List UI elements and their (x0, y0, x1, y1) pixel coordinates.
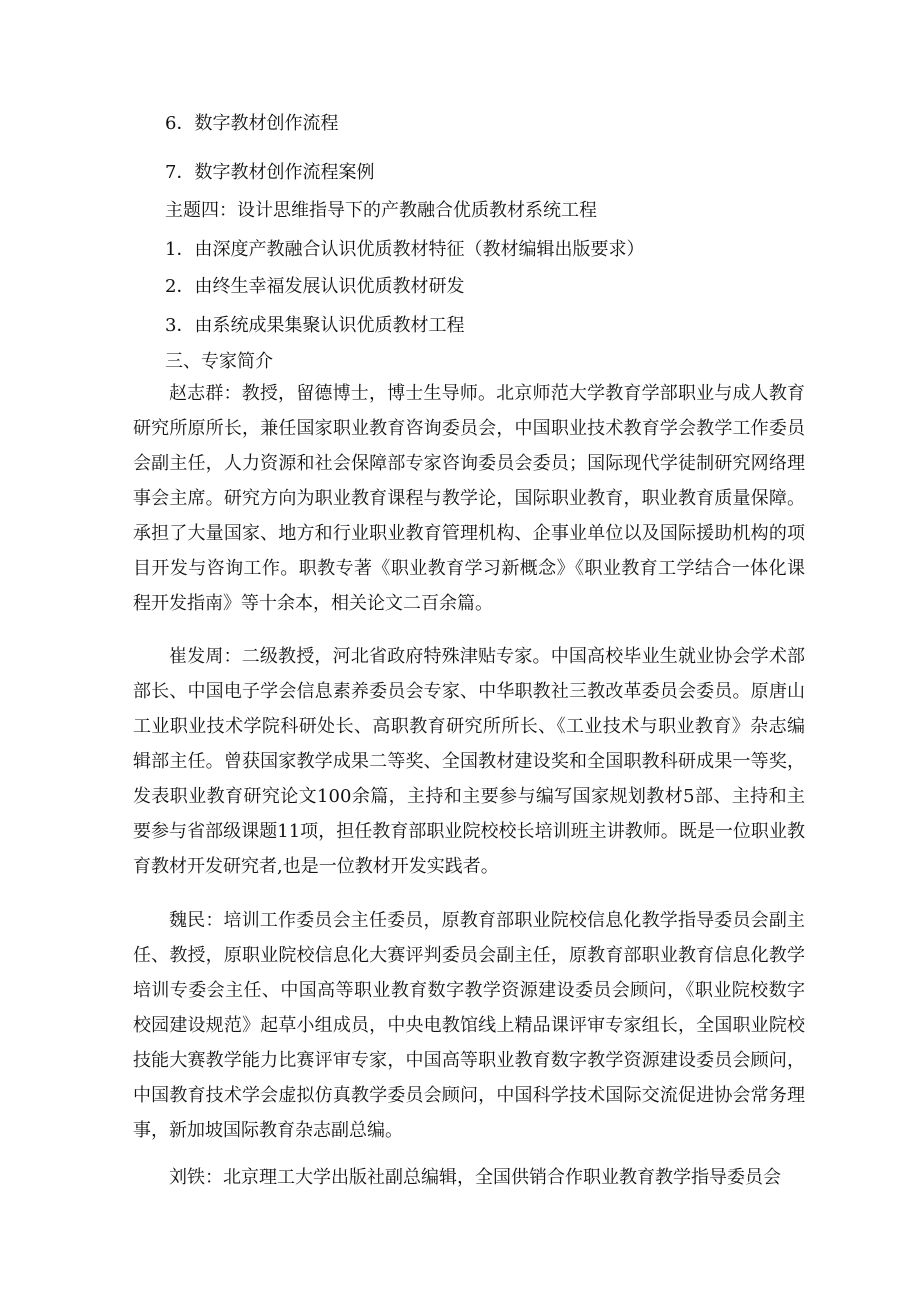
expert-cui: 崔发周：二级教授，河北省政府特殊津贴专家。中国高校毕业生就业协会学术部部长、中国电子学会信息素养委员会专家、中华职教社三教改革委员会委员。原唐山工业职业技术学院科研处长、高职教育研究所所长、《工业技术与职业教育》杂志编辑部主任。曾获国家教学成果二等奖、全国教材建设奖和全国职教科研成果一等奖，发表职业教育研究论文100余篇，主持和主要参与编写国家规划教材5部、主持和主要参与省部级课题11项，担任教育部职业院校校长培训班主讲教师。既是一位职业教育教材开发研究者,也是一位教材开发实践者。 (133, 646, 805, 877)
list-item-3: 3．由系统成果集聚认识优质教材工程 (165, 315, 465, 336)
list-item-6: 6．数字教材创作流程 (165, 113, 339, 134)
expert-zhao: 赵志群：教授，留德博士，博士生导师。北京师范大学教育学部职业与成人教育研究所原所长，兼任国家职业教育咨询委员会，中国职业技术教育学会教学工作委员会副主任，人力资源和社会保障部专家咨询委员会委员；国际现代学徒制研究网络理事会主席。研究方向为职业教育课程与教学论，国际职业教育，职业教育质量保障。承担了大量国家、地方和行业职业教育管理机构、企事业单位以及国际援助机构的项目开发与咨询工作。职教专著《职业教育学习新概念》《职业教育工学结合一体化课程开发指南》等十余本，相关论文二百余篇。 (133, 383, 805, 614)
list-item-2: 2．由终生幸福发展认识优质教材研发 (165, 276, 465, 297)
expert-wei: 魏民：培训工作委员会主任委员，原教育部职业院校信息化教学指导委员会副主任、教授，原职业院校信息化大赛评判委员会副主任，原教育部职业教育信息化教学培训专委会主任、中国高等职业教育数字教学资源建设委员会顾问，《职业院校数字校园建设规范》起草小组成员，中央电教馆线上精品课评审专家组长，全国职业院校技能大赛教学能力比赛评审专家，中国高等职业教育数字教学资源建设委员会顾问，中国教育技术学会虚拟仿真教学委员会顾问，中国科学技术国际交流促进协会常务理事，新加坡国际教育杂志副总编。 (133, 910, 805, 1141)
list-item-7: 7．数字教材创作流程案例 (165, 162, 375, 183)
expert-liu: 刘铁：北京理工大学出版社副总编辑，全国供销合作职业教育教学指导委员会 (169, 1167, 781, 1188)
list-item-1: 1．由深度产教融合认识优质教材特征（教材编辑出版要求） (165, 239, 645, 260)
section-title: 三、专家简介 (165, 351, 273, 372)
theme4-title: 主题四：设计思维指导下的产教融合优质教材系统工程 (165, 200, 597, 221)
